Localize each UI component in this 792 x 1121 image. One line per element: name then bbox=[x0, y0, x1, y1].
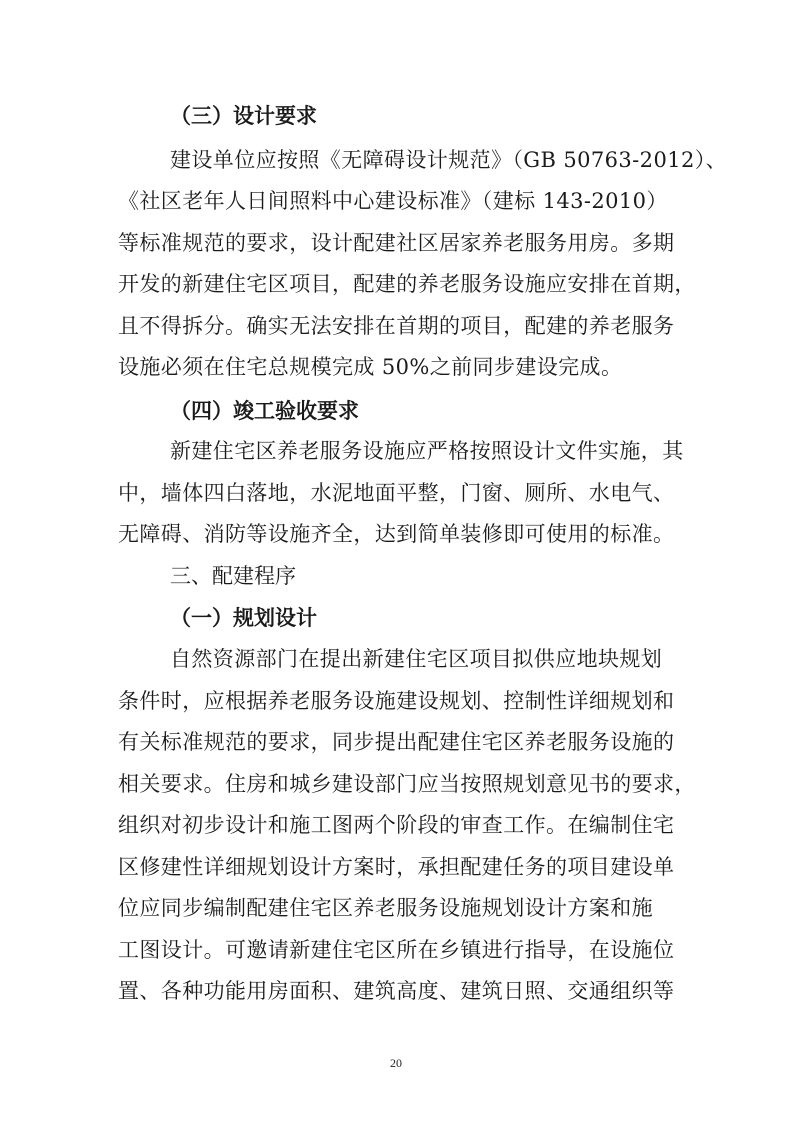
paragraph-line: 位应同步编制配建住宅区养老服务设施规划设计方案和施 bbox=[118, 896, 653, 920]
page-number: 20 bbox=[390, 1056, 402, 1070]
paragraph-line: 条件时，应根据养老服务设施建设规划、控制性详细规划和 bbox=[118, 689, 675, 713]
paragraph-line: 设施必须在住宅总规模完成 50%之前同步建设完成。 bbox=[118, 355, 623, 379]
paragraph-line: 工图设计。可邀请新建住宅区所在乡镇进行指导，在设施位 bbox=[118, 938, 675, 962]
heading-design-requirements: （三）设计要求 bbox=[170, 103, 317, 128]
paragraph-line: 有关标准规范的要求，同步提出配建住宅区养老服务设施的 bbox=[118, 730, 675, 754]
paragraph-line: 置、各种功能用房面积、建筑高度、建筑日照、交通组织等 bbox=[118, 979, 675, 1003]
paragraph-line: 建设单位应按照《无障碍设计规范》（GB 50763-2012）、 bbox=[170, 148, 728, 172]
paragraph-line: 相关要求。住房和城乡建设部门应当按照规划意见书的要求， bbox=[118, 772, 696, 796]
paragraph-line: 等标准规范的要求，设计配建社区居家养老服务用房。多期 bbox=[118, 231, 675, 255]
heading-planning-design: （一）规划设计 bbox=[170, 605, 317, 630]
paragraph-line: 《社区老年人日间照料中心建设标准》（建标 143-2010） bbox=[118, 189, 668, 213]
paragraph-line: 开发的新建住宅区项目，配建的养老服务设施应安排在首期， bbox=[118, 272, 696, 296]
paragraph-line: 新建住宅区养老服务设施应严格按照设计文件实施，其 bbox=[170, 439, 684, 463]
paragraph-line: 区修建性详细规划设计方案时，承担配建任务的项目建设单 bbox=[118, 855, 675, 879]
heading-supporting-procedure: 三、配建程序 bbox=[170, 564, 296, 588]
paragraph-line: 无障碍、消防等设施齐全，达到简单装修即可使用的标准。 bbox=[118, 522, 675, 546]
paragraph-line: 组织对初步设计和施工图两个阶段的审查工作。在编制住宅 bbox=[118, 813, 675, 837]
paragraph-line: 且不得拆分。确实无法安排在首期的项目，配建的养老服务 bbox=[118, 314, 675, 338]
paragraph-line: 中，墙体四白落地，水泥地面平整，门窗、厕所、水电气、 bbox=[118, 481, 675, 505]
paragraph-line: 自然资源部门在提出新建住宅区项目拟供应地块规划 bbox=[170, 647, 663, 671]
heading-completion-acceptance: （四）竣工验收要求 bbox=[170, 398, 359, 423]
